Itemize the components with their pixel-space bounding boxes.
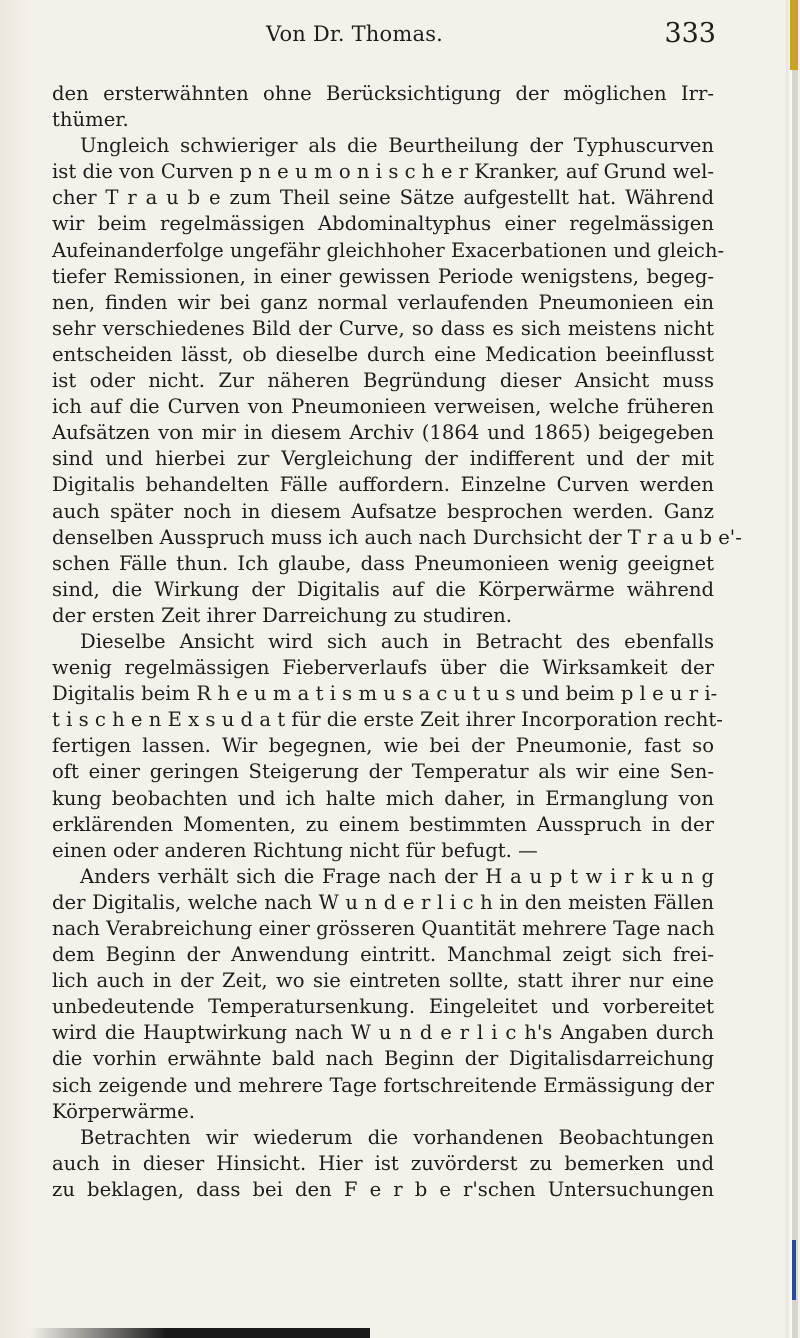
bottom-scan-edge xyxy=(30,1328,370,1338)
text-line: thümer. xyxy=(52,108,129,132)
text-line: der Digitalis, welche nach W u n d e r l i c h in den meisten Fällen xyxy=(52,890,714,914)
text-line: ist oder nicht. Zur näheren Begründung dieser Ansicht muss xyxy=(52,369,714,393)
text-line: der ersten Zeit ihrer Darreichung zu studiren. xyxy=(52,603,513,627)
text-line: Körperwärme. xyxy=(52,1099,196,1123)
text-line: entscheiden lässt, ob dieselbe durch eine Medication beeinflusst xyxy=(52,342,714,366)
text-line: sind und hierbei zur Vergleichung der indifferent und der mit xyxy=(52,447,714,471)
book-edge-shadow xyxy=(792,0,798,1338)
text-line: auch in dieser Hinsicht. Hier ist zuvörderst zu bemerken und xyxy=(52,1151,714,1175)
text-line: Aufeinanderfolge ungefähr gleichhoher Exacerbationen und gleich- xyxy=(52,238,725,262)
text-line: einen oder anderen Richtung nicht für befugt. — xyxy=(52,838,538,862)
text-line: Anders verhält sich die Frage nach der H a u p t w i r k u n g xyxy=(80,864,714,888)
book-edge-marker-blue xyxy=(792,1240,796,1300)
text-line: ist die von Curven p n e u m o n i s c h e r Kranker, auf Grund wel- xyxy=(52,160,714,184)
text-line: Digitalis beim R h e u m a t i s m u s a c u t u s und beim p l e u r i- xyxy=(52,682,718,706)
text-line: unbedeutende Temperatursenkung. Eingeleitet und vorbereitet xyxy=(52,995,714,1019)
book-edge-marker-gold xyxy=(790,0,798,70)
text-line: den ersterwähnten ohne Berücksichtigung der möglichen Irr- xyxy=(52,82,714,105)
text-line: erklärenden Momenten, zu einem bestimmten Ausspruch in der xyxy=(52,812,714,836)
text-line: lich auch in der Zeit, wo sie eintreten sollte, statt ihrer nur eine xyxy=(52,969,714,993)
text-line: wenig regelmässigen Fieberverlaufs über die Wirksamkeit der xyxy=(52,656,714,680)
text-line: nach Verabreichung einer grösseren Quantität mehrere Tage nach xyxy=(52,917,715,940)
page-number: 333 xyxy=(664,18,716,49)
text-line: Betrachten wir wiederum die vorhandenen Beobachtungen xyxy=(80,1125,714,1149)
body-text xyxy=(52,81,742,1203)
text-line: zu beklagen, dass bei den F e r b e r'schen Untersuchungen xyxy=(52,1177,714,1201)
text-line: die vorhin erwähnte bald nach Beginn der Digitalisdarreichung xyxy=(52,1047,714,1071)
text-line: fertigen lassen. Wir begegnen, wie bei der Pneumonie, fast so xyxy=(52,734,714,758)
page-header xyxy=(36,18,716,52)
text-line: Ungleich schwieriger als die Beurtheilung der Typhuscurven xyxy=(80,134,714,158)
text-line: schen Fälle thun. Ich glaube, dass Pneumonieen wenig geeignet xyxy=(52,551,714,575)
page-gutter-shadow xyxy=(0,0,30,1338)
text-line: sehr verschiedenes Bild der Curve, so dass es sich meistens nicht xyxy=(52,316,714,340)
text-line: sind, die Wirkung der Digitalis auf die Körperwärme während xyxy=(52,577,714,601)
text-line: wird die Hauptwirkung nach W u n d e r l i c h's Angaben durch xyxy=(52,1021,714,1045)
text-line: wir beim regelmässigen Abdominaltyphus einer regelmässigen xyxy=(52,212,714,236)
running-head: Von Dr. Thomas. xyxy=(266,22,444,46)
text-line: kung beobachten und ich halte mich daher, in Ermanglung von xyxy=(52,786,714,810)
text-line: ich auf die Curven von Pneumonieen verweisen, welche früheren xyxy=(52,395,714,419)
text-line: tiefer Remissionen, in einer gewissen Periode wenigstens, begeg- xyxy=(52,264,714,288)
text-line: denselben Ausspruch muss ich auch nach Durchsicht der T r a u b e'- xyxy=(52,525,742,549)
book-edge xyxy=(786,0,800,1338)
text-line: cher T r a u b e zum Theil seine Sätze aufgestellt hat. Während xyxy=(52,186,714,210)
text-line: Aufsätzen von mir in diesem Archiv (1864 und 1865) beigegeben xyxy=(52,421,714,445)
text-line: nen, finden wir bei ganz normal verlaufenden Pneumonieen ein xyxy=(52,290,714,314)
text-line: Dieselbe Ansicht wird sich auch in Betracht des ebenfalls xyxy=(80,629,714,653)
text-line: t i s c h e n E x s u d a t für die erste Zeit ihrer Incorporation recht- xyxy=(52,708,723,732)
text-line: auch später noch in diesem Aufsatze besprochen werden. Ganz xyxy=(52,499,714,523)
text-line: sich zeigende und mehrere Tage fortschreitende Ermässigung der xyxy=(52,1073,714,1097)
text-line: Digitalis behandelten Fälle auffordern. Einzelne Curven werden xyxy=(52,473,714,497)
text-line: dem Beginn der Anwendung eintritt. Manchmal zeigt sich frei- xyxy=(52,943,714,967)
text-line: oft einer geringen Steigerung der Temperatur als wir eine Sen- xyxy=(52,760,714,784)
